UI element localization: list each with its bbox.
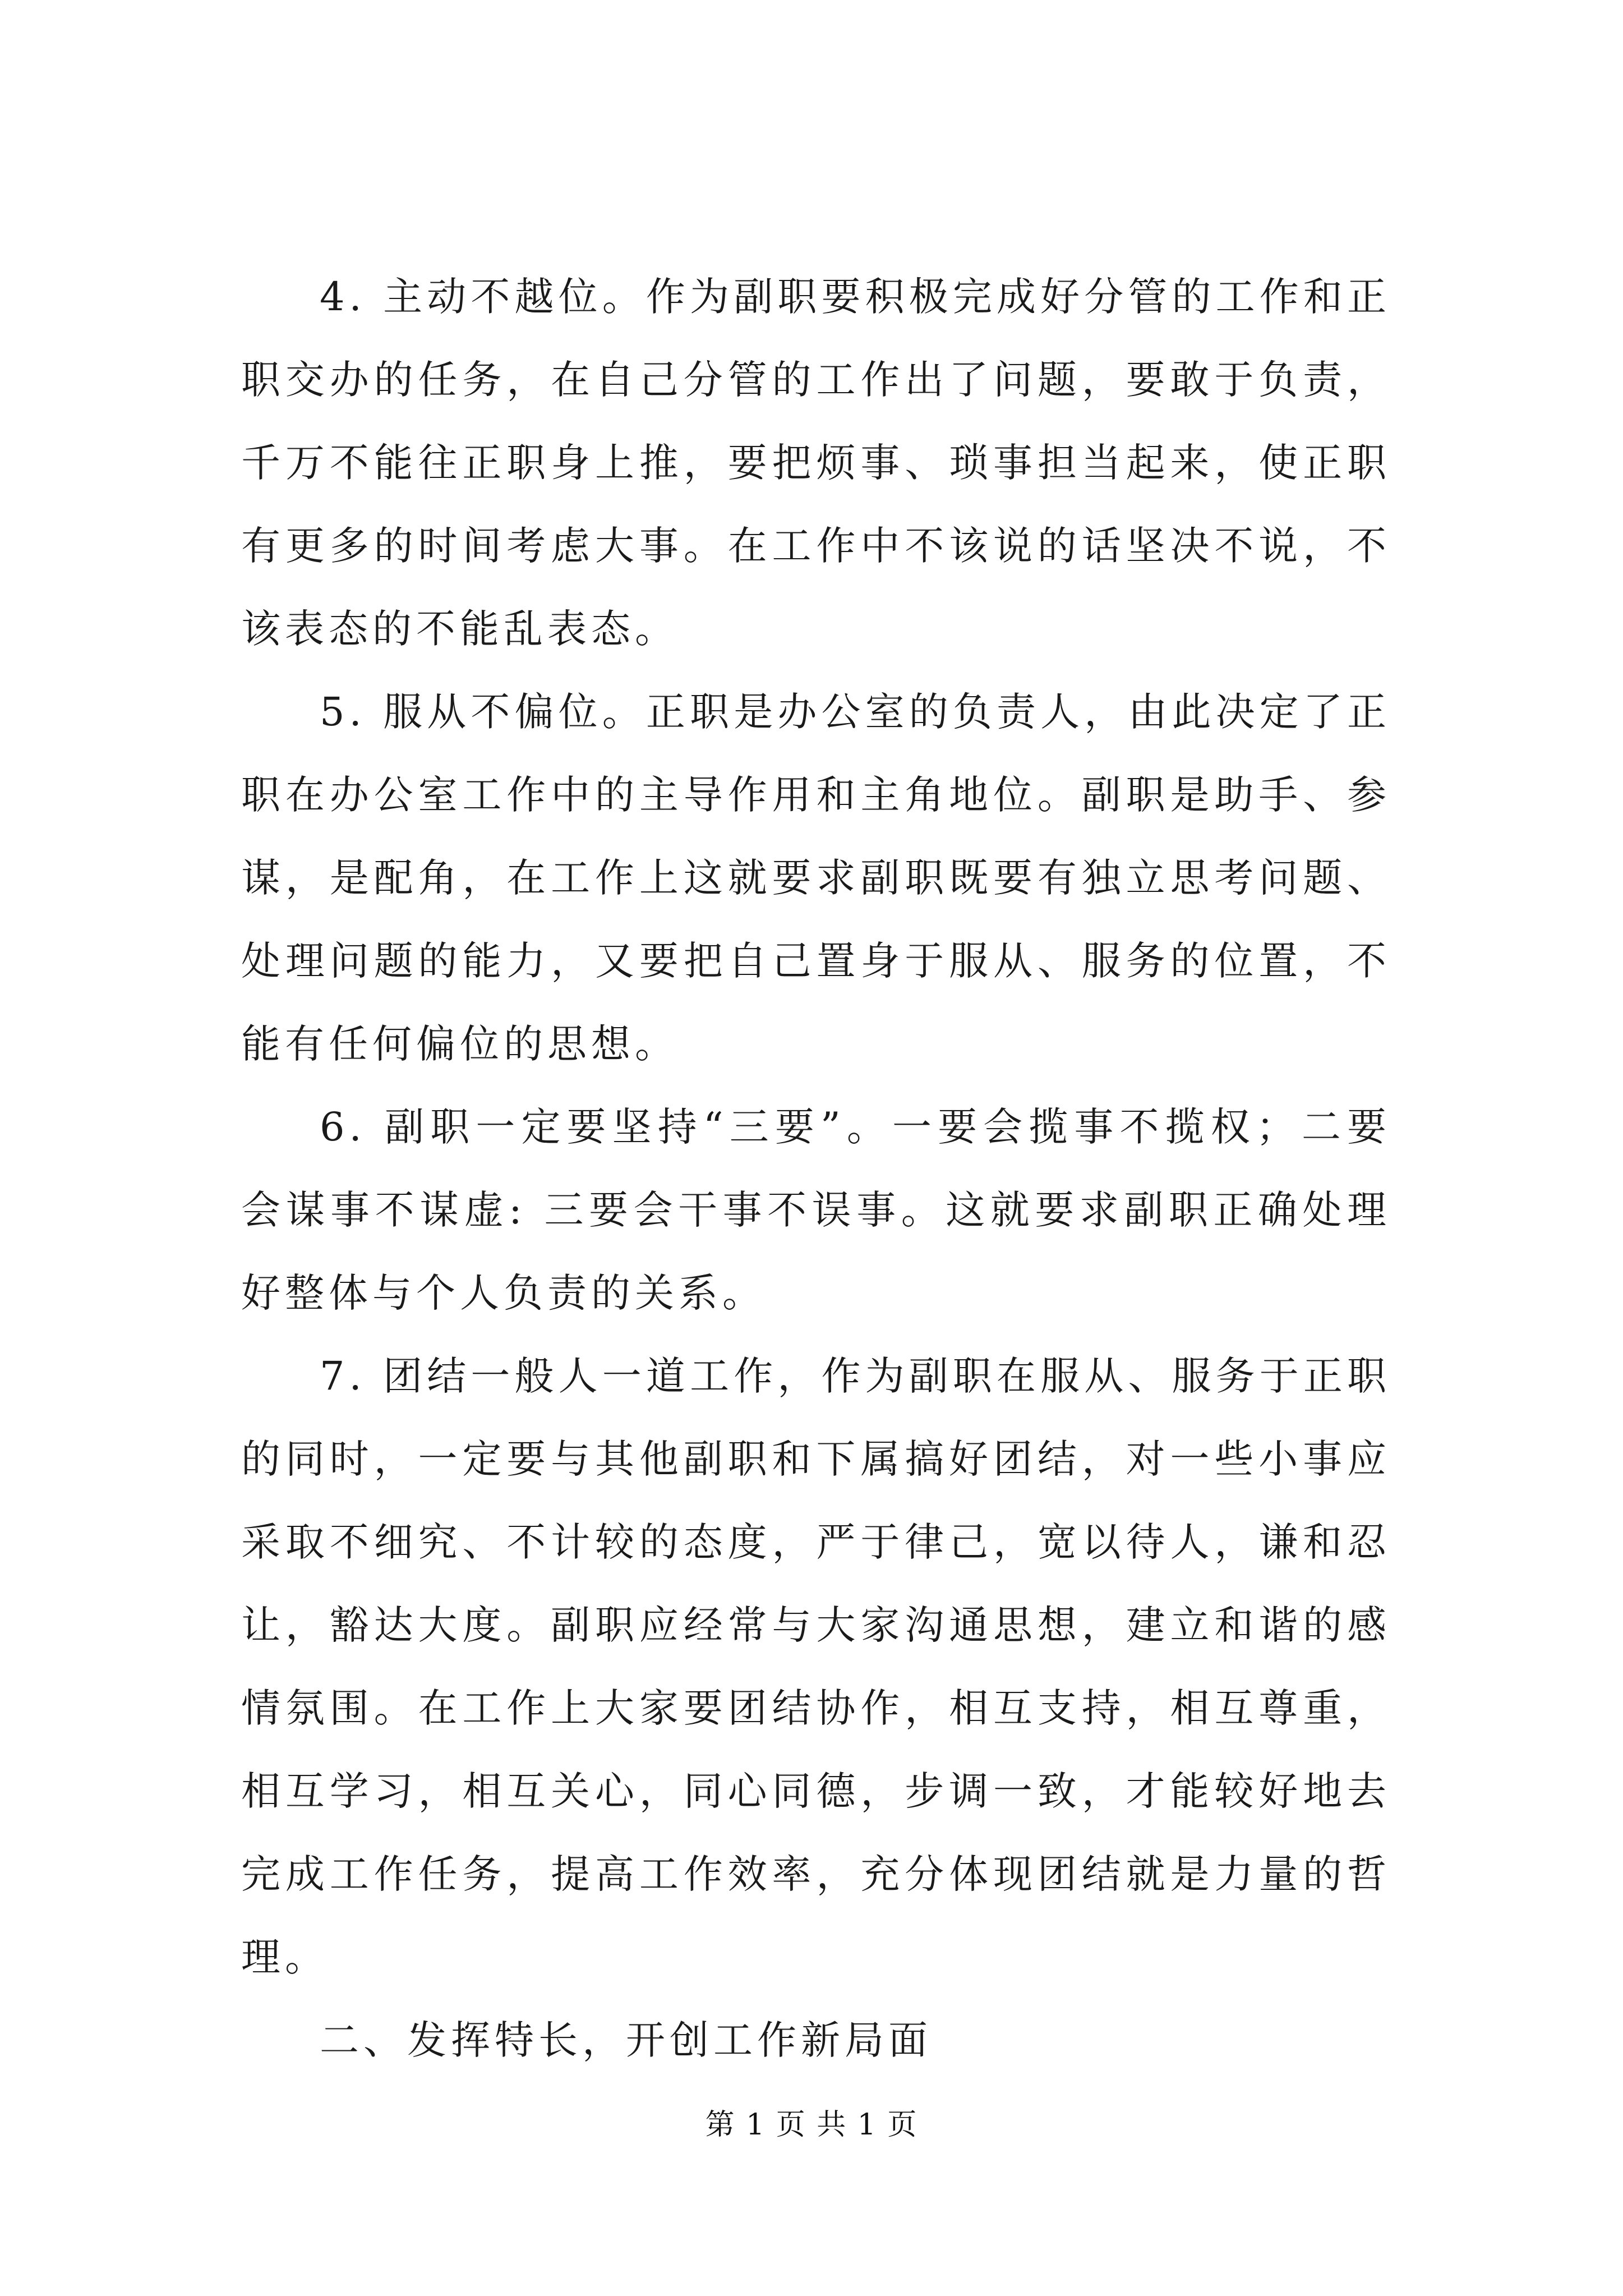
- page-footer: 第 1 页 共 1 页: [705, 2108, 918, 2142]
- paragraph-item-7: 7. 团结一般人一道工作，作为副职在服从、服务于正职的同时，一定要与其他副职和下属搞好团结，对一些小事应采取不细究、不计较的态度，严于律己，宽以待人，谦和忍让，豁达大度。副职应经常与大家沟通思想，建立和谐的感情氛围。在工作上大家要团结协作，相互支持，相互尊重，相互学习，相互关心，同心同德，步调一致，才能较好地去完成工作任务，提高工作效率，充分体现团结就是力量的哲理。: [241, 1353, 1391, 1980]
- document-body: [241, 255, 1391, 2082]
- paragraph-item-4: 4. 主动不越位。作为副职要积极完成好分管的工作和正职交办的任务，在自己分管的工作出了问题，要敢于负责，千万不能往正职身上推，要把烦事、琐事担当起来，使正职有更多的时间考虑大事。在工作中不该说的话坚决不说，不该表态的不能乱表态。: [241, 274, 1391, 652]
- paragraph-item-5: 5. 服从不偏位。正职是办公室的负责人，由此决定了正职在办公室工作中的主导作用和主角地位。副职是助手、参谋，是配角，在工作上这就要求副职既要有独立思考问题、处理问题的能力，又要把自己置身于服从、服务的位置，不能有任何偏位的思想。: [241, 689, 1391, 1067]
- paragraph-item-6: 6. 副职一定要坚持“三要”。一要会揽事不揽权；二要会谋事不谋虚: 三要会干事不误事。这就要求副职正确处理好整体与个人负责的关系。: [241, 1104, 1391, 1316]
- section-heading: 二、发挥特长，开创工作新局面: [320, 2017, 932, 2063]
